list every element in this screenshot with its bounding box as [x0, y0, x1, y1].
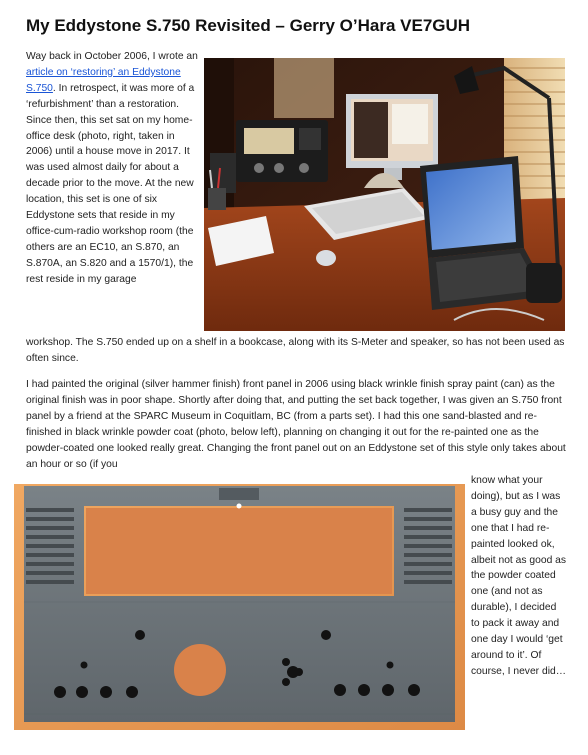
paragraph-intro-tail: workshop. The S.750 ended up on a shelf in a bookcase, along with its S-Meter and speaker, so has not been used as often since.	[26, 337, 565, 364]
intro-text-rest: . In retrospect, it was more of a ‘refurbishment’ than a restoration. Since then, this set sat on my home-office desk (photo, right, taken in 2006) until a house move in 2017. It was used almost daily for about a decade prior to the move. At the new location, this set is one of six Eddystone sets that reside in my office-cum-radio workshop room (the others are an EC10, an S.870, an S.870A, an S.820 and a 1570/1), the rest reside in my garage	[26, 82, 195, 285]
paragraph-front-panel-continued: know what your doing), but as I was a busy guy and the one that I had re-painted looked ok, albeit not as good as the powder coated one (and not as durable), I decided to pack it away and one day I would ‘get around to it’. Of course, I never did…	[471, 475, 567, 677]
paragraph-intro	[26, 49, 202, 288]
page-title: My Eddystone S.750 Revisited – Gerry O’Hara VE7GUH	[26, 16, 471, 35]
front-panel-photo	[14, 484, 465, 730]
desk-photo	[204, 58, 565, 331]
article-link[interactable]: article on ‘restoring’ an Eddystone S.750	[26, 66, 181, 94]
paragraph-front-panel: I had painted the original (silver hammer finish) front panel in 2006 using black wrinkle finish spray paint (can) as the original finish was in poor shape. Shortly after doing that, and putting the set back together, I was given an S.750 front panel by a friend at the SPARC Museum in Coquitlam, BC (from a parts set). I had this one sand-blasted and re-finished in black wrinkle powder coat (photo, below left), planning on changing it out for the re-painted one as the powder-coated one looked really great. Changing the front panel out on an Eddystone set of this style only takes about an hour or so (if you	[26, 379, 566, 470]
intro-text-start: Way back in October 2006, I wrote an	[26, 51, 198, 62]
